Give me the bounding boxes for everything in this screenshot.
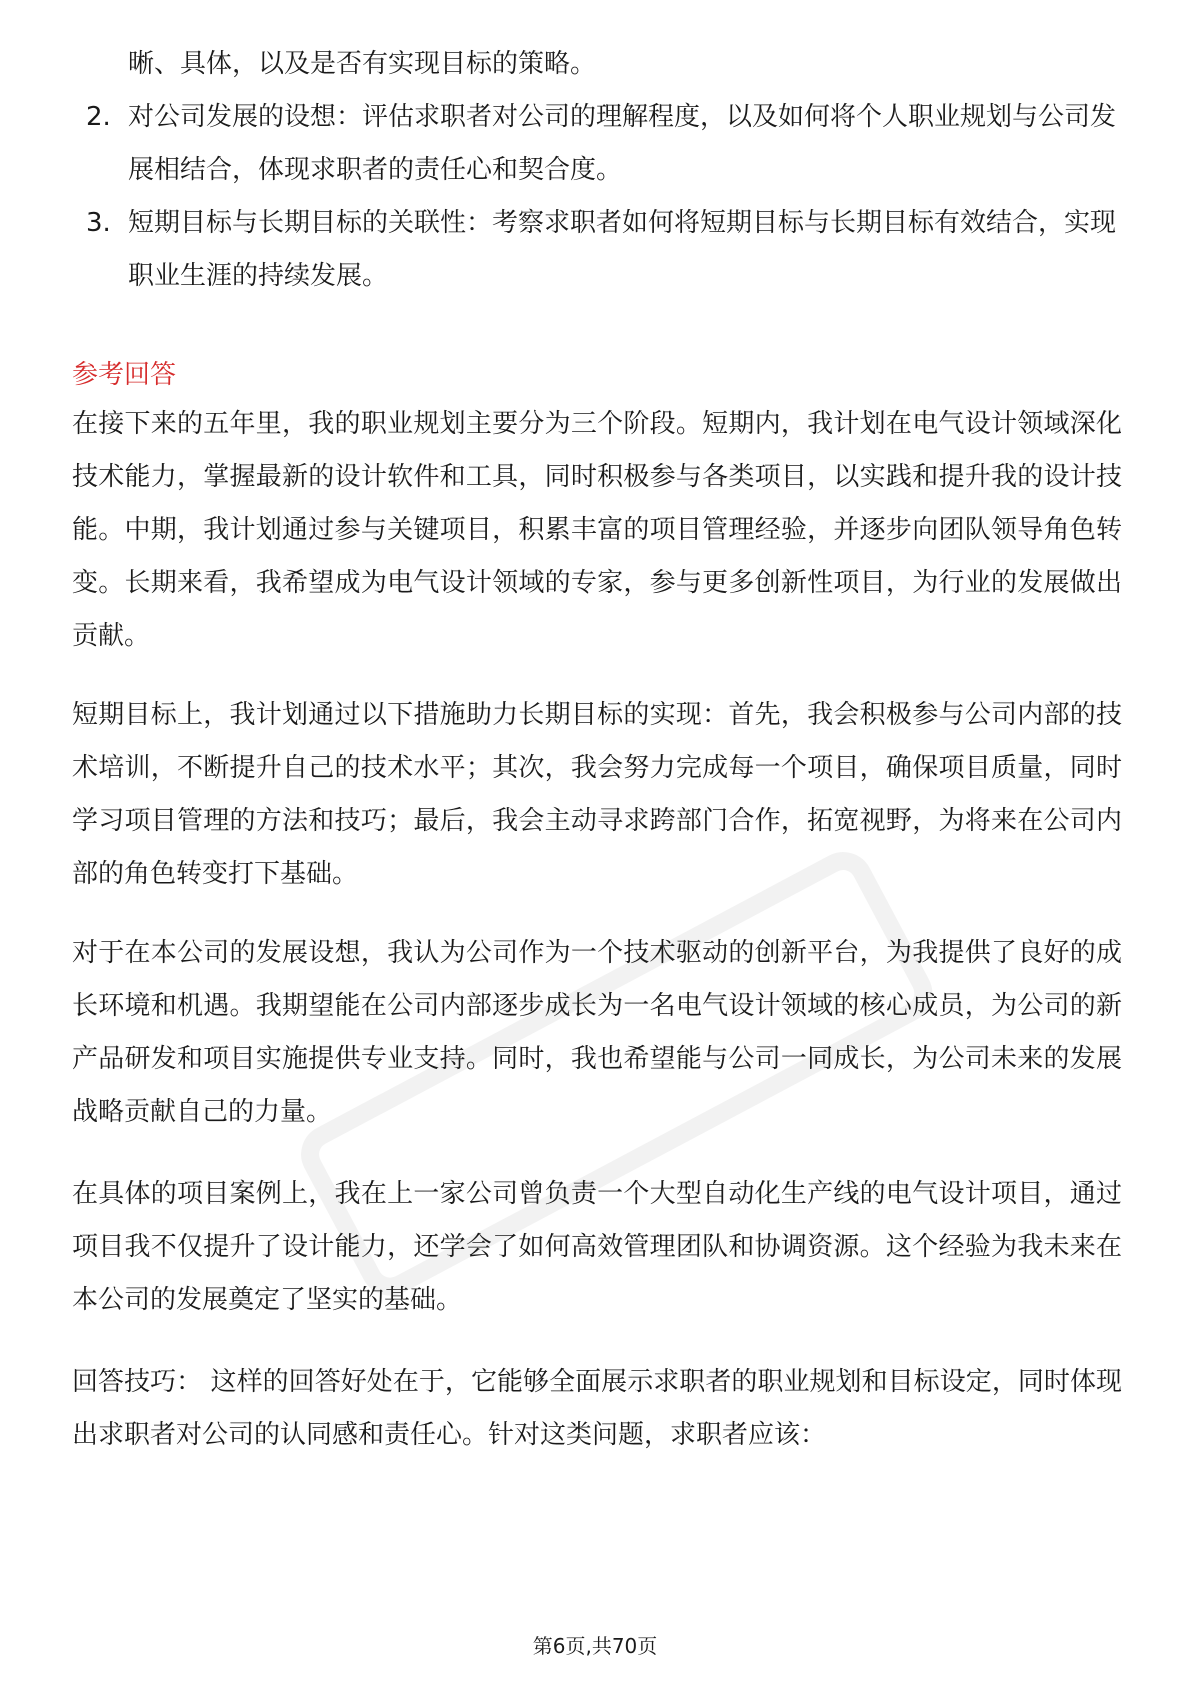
- list-text: 对公司发展的设想：评估求职者对公司的理解程度，以及如何将个人职业规划与公司发展相结合，体现求职者的责任心和契合度。: [128, 102, 1117, 185]
- paragraph-3: 对于在本公司的发展设想，我认为公司作为一个技术驱动的创新平台，为我提供了良好的成长环境和机遇。我期望能在公司内部逐步成长为一名电气设计领域的核心成员，为公司的新产品研发和项目实施提供专业支持。同时，我也希望能与公司一同成长，为公司未来的发展战略贡献自己的力量。: [72, 938, 1122, 1127]
- paragraph-2: 短期目标上，我计划通过以下措施助力长期目标的实现：首先，我会积极参与公司内部的技术培训，不断提升自己的技术水平；其次，我会努力完成每一个项目，确保项目质量，同时学习项目管理的方法和技巧；最后，我会主动寻求跨部门合作，拓宽视野，为将来在公司内部的角色转变打下基础。: [72, 700, 1122, 889]
- section-title: 参考回答: [72, 360, 177, 390]
- list-item-2: [72, 91, 1122, 197]
- list-item-3: [72, 197, 1122, 303]
- list-number: 3.: [86, 208, 111, 238]
- criteria-list: [72, 38, 1122, 303]
- list-number: 2.: [86, 102, 111, 132]
- list-item-continuation: 晰、具体，以及是否有实现目标的策略。: [128, 49, 597, 79]
- list-text: 短期目标与长期目标的关联性：考察求职者如何将短期目标与长期目标有效结合，实现职业生涯的持续发展。: [128, 208, 1117, 291]
- page-number: 第6页,共70页: [532, 1634, 658, 1658]
- paragraph-4: 在具体的项目案例上，我在上一家公司曾负责一个大型自动化生产线的电气设计项目，通过项目我不仅提升了设计能力，还学会了如何高效管理团队和协调资源。这个经验为我未来在本公司的发展奠定了坚实的基础。: [72, 1179, 1122, 1315]
- paragraph-1: 在接下来的五年里，我的职业规划主要分为三个阶段。短期内，我计划在电气设计领域深化技术能力，掌握最新的设计软件和工具，同时积极参与各类项目，以实践和提升我的设计技能。中期，我计划通过参与关键项目，积累丰富的项目管理经验，并逐步向团队领导角色转变。长期来看，我希望成为电气设计领域的专家，参与更多创新性项目，为行业的发展做出贡献。: [72, 409, 1122, 651]
- answer-tips-paragraph: 回答技巧： 这样的回答好处在于，它能够全面展示求职者的职业规划和目标设定，同时体现出求职者对公司的认同感和责任心。针对这类问题，求职者应该：: [72, 1367, 1122, 1450]
